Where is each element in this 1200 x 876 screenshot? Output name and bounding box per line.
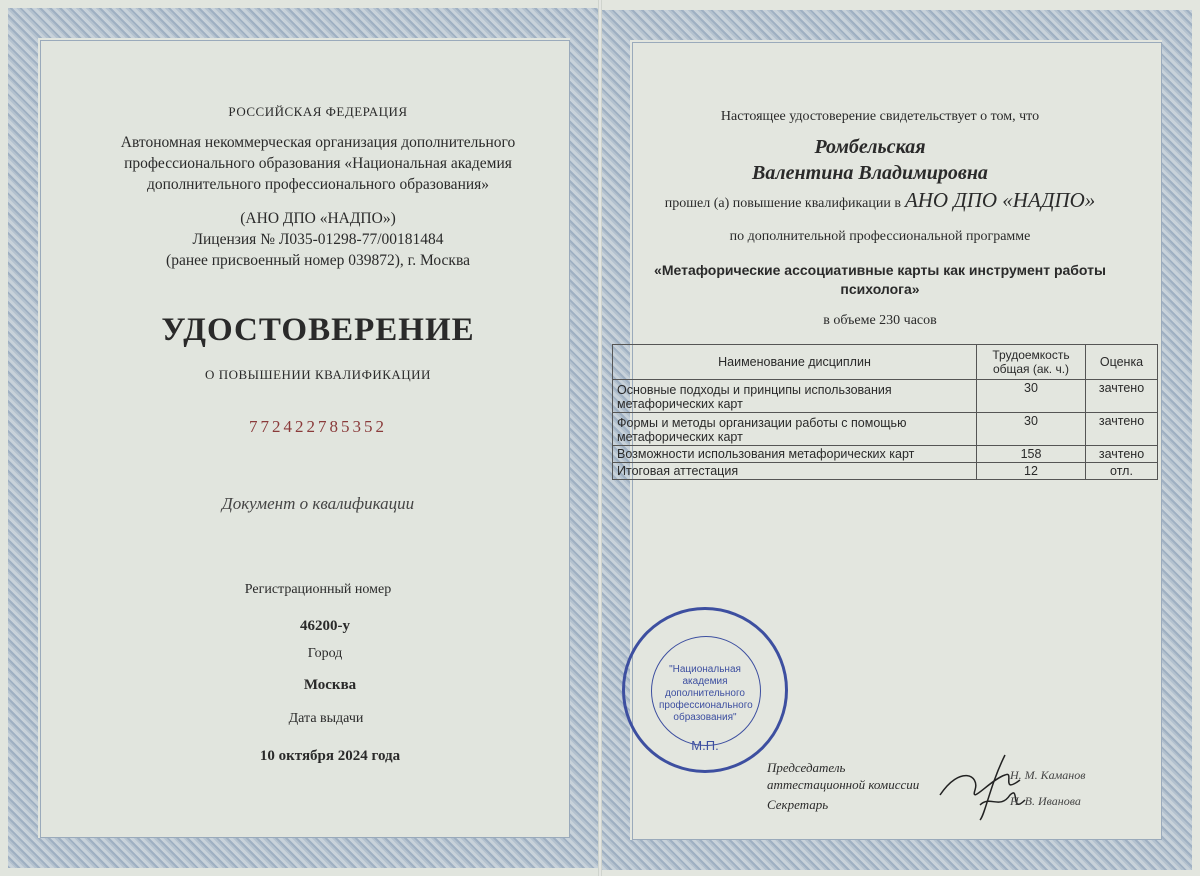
city: Москва [303,677,357,693]
disciplines-table [612,344,1158,480]
intro-text: Настоящее удостоверение свидетельствует о том, что [720,109,1040,124]
given-names: Валентина Владимировна [752,162,988,184]
reg-label: Регистрационный номер [244,582,392,597]
table-row [613,413,1158,446]
discipline-name: Формы и методы организации работы с помощью метафорических карт [613,413,977,446]
discipline-name: Основные подходы и принципы использования метафорических карт [613,380,977,413]
doc-title: УДОСТОВЕРЕНИЕ [161,312,475,348]
license: Лицензия № Л035-01298-77/00181484 [192,231,444,248]
issue-date: 10 октября 2024 года [259,748,401,764]
chairman-label-1: Председатель [767,760,846,775]
program-line-1: «Метафорические ассоциативные карты как инструмент работы [654,262,1106,278]
table-header-row [613,345,1158,380]
discipline-grade: зачтено [1086,413,1158,446]
header-discipline: Наименование дисциплин [613,345,977,380]
doc-type: Документ о квалификации [221,494,415,513]
secretary-name: Н. В. Иванова [1010,794,1081,808]
discipline-grade: зачтено [1086,446,1158,463]
license-old: (ранее присвоенный номер 039872), г. Москва [166,252,470,269]
city-label: Город [307,646,343,661]
stamp-mp: М.П. [691,738,719,753]
discipline-hours: 30 [977,380,1086,413]
reg-number: 46200-у [300,618,350,634]
program-intro: по дополнительной профессиональной программе [729,229,1031,244]
org-line-2: профессионального образования «Национальная академия [124,155,512,172]
header-grade: Оценка [1086,345,1158,380]
doc-subtitle: О ПОВЫШЕНИИ КВАЛИФИКАЦИИ [205,367,431,382]
discipline-name: Возможности использования метафорических карт [613,446,977,463]
table-row [613,463,1158,480]
discipline-name: Итоговая аттестация [613,463,977,480]
discipline-hours: 12 [977,463,1086,480]
discipline-grade: зачтено [1086,380,1158,413]
chairman-name: Н. М. Каманов [1010,768,1086,782]
org-short-name: (АНО ДПО «НАДПО») [240,210,396,227]
table-row [613,446,1158,463]
official-stamp [622,607,788,773]
country-label: РОССИЙСКАЯ ФЕДЕРАЦИЯ [228,104,408,119]
discipline-grade: отл. [1086,463,1158,480]
surname: Ромбельская [814,136,926,158]
chairman-label-2: аттестационной комиссии [767,777,920,792]
serial-number: 772422785352 [249,417,387,436]
org-line-1: Автономная некоммерческая организация дополнительного [120,134,516,151]
passed-line [665,188,1096,213]
discipline-hours: 30 [977,413,1086,446]
volume: в объеме 230 часов [823,313,937,328]
header-hours: Трудоемкость общая (ак. ч.) [977,345,1086,380]
org-line-3: дополнительного профессионального образования» [146,176,490,193]
stamp-center-text: "Национальная академия дополнительного профессионального образования" [659,664,753,723]
table-row [613,380,1158,413]
page-fold [598,0,602,876]
passed-prefix: прошел (а) повышение квалификации в [664,196,901,211]
date-label: Дата выдачи [288,711,364,726]
passed-org: АНО ДПО «НАДПО» [904,188,1096,212]
secretary-label: Секретарь [767,797,829,812]
program-line-2: психолога» [840,281,920,297]
discipline-hours: 158 [977,446,1086,463]
